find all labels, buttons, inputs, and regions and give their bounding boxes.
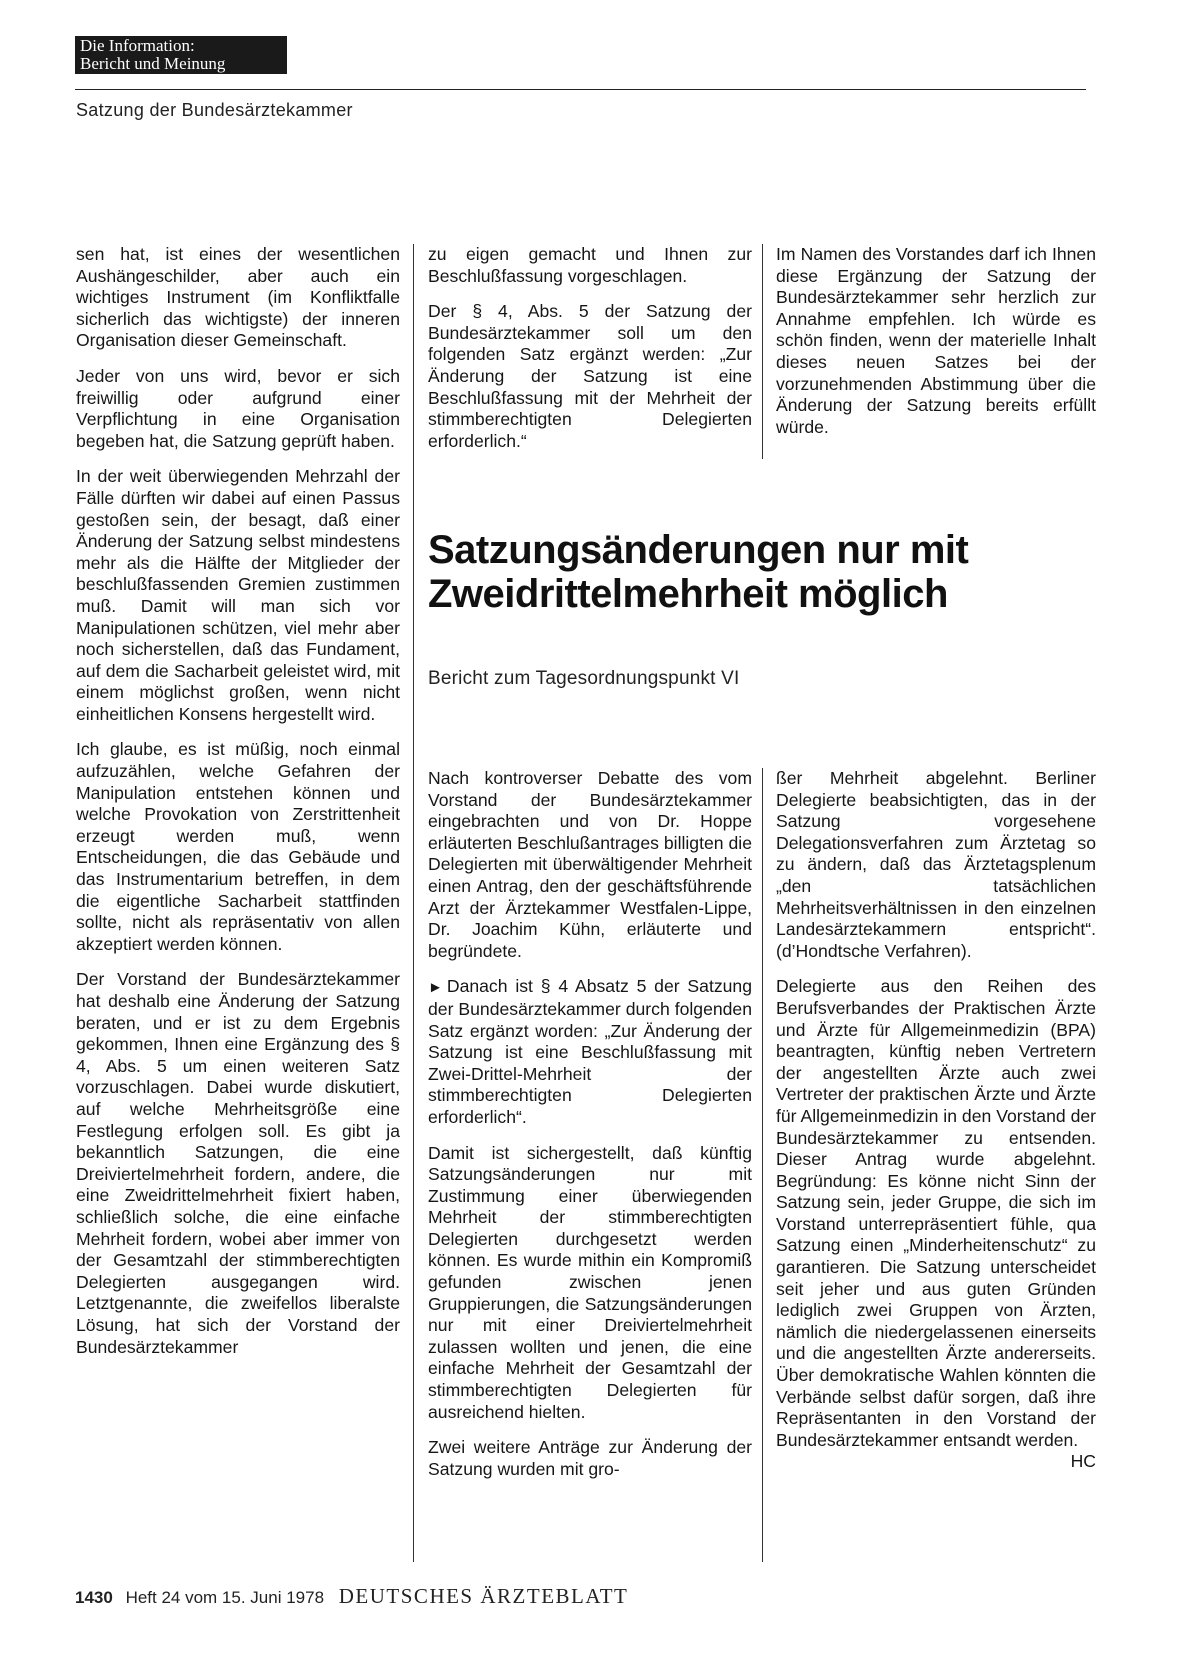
issue-info: Heft 24 vom 15. Juni 1978 [125,1588,325,1607]
paragraph: Ich glaube, es ist müßig, noch einmal aufzuzählen, welche Gefahren der Manipulation entstehen können und welche Provokation von Zerstrittenheit erzeugt werden muß, wenn Entscheidungen, die das Gebäude und das Instrumentarium betreffen, in dem die eigentliche Sacharbeit stattfinden sollte, nicht als repräsentativ von allen akzeptiert werden können. [76,739,400,954]
paragraph: Jeder von uns wird, bevor er sich freiwillig oder aufgrund einer Verpflichtung in eine Organisation begeben hat, die Satzung geprüft haben. [76,365,400,451]
paragraph: In der weit überwiegenden Mehrzahl der Fälle dürften wir dabei auf einen Passus gestoßen sein, der besagt, daß einer Änderung der Satzung selbst mindestens mehr als die Hälfte der Mitglieder der beschlußfassenden Gremien zustimmen muß. Damit will man sich vor Manipulationen schützen, viel mehr aber noch sicherstellen, daß das Fundament, auf dem die Sacharbeit geleistet wird, mit einem möglichst großen, wenn nicht einheitlichen Konsens hergestellt wird. [76,466,400,724]
column-middle-top [428,244,752,452]
header-rule [75,89,1086,90]
journal-name: DEUTSCHES ÄRZTEBLATT [338,1584,629,1608]
column-divider [762,244,763,459]
paragraph: Der § 4, Abs. 5 der Satzung der Bundesärztekammer soll um den folgenden Satz ergänzt werden: „Zur Änderung der Satzung ist eine Beschlußfassung mit der Mehrheit der stimmberechtigten Delegierten erforderlich.“ [428,301,752,451]
paragraph: Damit ist sichergestellt, daß künftig Satzungsänderungen nur mit Zustimmung einer überwiegenden Mehrheit der stimmberechtigten Delegierten durchgesetzt werden können. Es wurde mithin ein Kompromiß gefunden zwischen jenen Gruppierungen, die Satzungsänderungen nur mit einer Dreiviertelmehrheit zulassen wollten und jenen, die eine einfache Mehrheit der Gesamtzahl der stimmberechtigten Delegierten für ausreichend hielten. [428,1142,752,1422]
paragraph-text: Delegierte aus den Reihen des Berufsverbandes der Praktischen Ärzte und Ärzte für Allgemeinmedizin (BPA) beantragten, künftig neben Vertretern der angestellten Ärzte auch zwei Vertreter der praktischen Ärzte und Ärzte für Allgemeinmedizin in den Vorstand der Bundesärztekammer zu entsenden. Dieser Antrag wurde abgelehnt. Begründung: Es könne nicht Sinn der Satzung sein, jeder Gruppe, die sich im Vorstand unterrepräsentiert fühle, qua Satzung einen „Minderheitenschutz“ zu garantieren. Die Satzung unterscheidet seit jeher und aus guten Gründen lediglich zwei Gruppen von Ärzten, nämlich die niedergelassenen einerseits und die angestellten Ärzte andererseits. Über demokratische Wahlen könnten die Verbände selbst dafür sorgen, daß ihre Repräsentanten in den Vorstand der Bundesärztekammer entsandt werden. [776,976,1096,1450]
column-divider [413,244,414,1562]
section-title: Satzung der Bundesärztekammer [76,100,353,120]
author-initials: HC [1070,1451,1096,1472]
page-footer [75,1584,628,1609]
headline-line-2: Zweidrittelmehrheit möglich [428,572,948,616]
paragraph: sen hat, ist eines der wesentlichen Aushängeschilder, aber auch ein wichtiges Instrument (im Konfliktfalle sicherlich das wichtigste) der inneren Organisation dieser Gemeinschaft. [76,244,400,351]
column-left [76,244,400,1358]
article-headline [428,528,1088,616]
column-right-bottom [776,768,1096,1473]
paragraph [428,976,752,1128]
page-number: 1430 [75,1588,113,1607]
paragraph: Im Namen des Vorstandes darf ich Ihnen diese Ergänzung der Satzung der Bundesärztekammer sehr herzlich zur Annahme empfehlen. Ich würde es schön finden, wenn der materielle Inhalt dieses neuen Satzes bei der vorzunehmenden Abstimmung über die Änderung der Satzung bereits erfüllt würde. [776,244,1096,437]
column-right-top [776,244,1096,438]
paragraph: Der Vorstand der Bundesärztekammer hat deshalb eine Änderung der Satzung beraten, und er ist zu dem Ergebnis gekommen, Ihnen eine Ergänzung des § 4, Abs. 5 um einen weiteren Satz vorzuschlagen. Dabei wurde diskutiert, auf welche Mehrheitsgröße eine Festlegung erfolgen soll. Es gibt ja bekanntlich Satzungen, die eine Dreiviertelmehrheit fordern, andere, die eine Zweidrittelmehrheit fixiert haben, schließlich solche, die eine einfache Mehrheit fordern, wobei aber immer von der Gesamtzahl der stimmberechtigten Delegierten ausgegangen wird. Letztgenannte, die zweifellos liberalste Lösung, hat sich der Vorstand der Bundesärztekammer [76,969,400,1357]
paragraph-text: Danach ist § 4 Absatz 5 der Satzung der Bundesärztekammer durch folgenden Satz ergänzt worden: „Zur Änderung der Satzung ist eine Beschlußfassung mit Zwei-Drittel-Mehrheit der stimmberechtigten Delegierten erforderlich“. [428,976,752,1127]
article-subheadline: Bericht zum Tagesordnungspunkt VI [428,668,740,689]
paragraph [776,976,1096,1472]
arrow-icon: ► [428,979,443,997]
headline-line-1: Satzungsänderungen nur mit [428,528,969,572]
header-box-line-2: Bericht und Meinung [80,54,226,73]
section-header-box [75,36,287,74]
header-box-line-1: Die Information: [80,36,195,55]
paragraph: ßer Mehrheit abgelehnt. Berliner Delegierte beabsichtigten, das in der Satzung vorgesehene Delegationsverfahren zum Ärztetag so zu ändern, daß das Ärztetagsplenum „den tatsächlichen Mehrheitsverhältnissen in den einzelnen Landesärztekammern entspricht“. (d’Hondtsche Verfahren). [776,768,1096,961]
paragraph: Zwei weitere Anträge zur Änderung der Satzung wurden mit gro- [428,1437,752,1479]
column-divider [762,768,763,1562]
column-middle-bottom [428,768,752,1480]
paragraph: Nach kontroverser Debatte des vom Vorstand der Bundesärztekammer eingebrachten und von Dr. Hoppe erläuterten Beschlußantrages billigten die Delegierten mit überwältigender Mehrheit einen Antrag, den der geschäftsführende Arzt der Ärztekammer Westfalen-Lippe, Dr. Joachim Kühn, erläuterte und begründete. [428,768,752,961]
paragraph: zu eigen gemacht und Ihnen zur Beschlußfassung vorgeschlagen. [428,244,752,286]
